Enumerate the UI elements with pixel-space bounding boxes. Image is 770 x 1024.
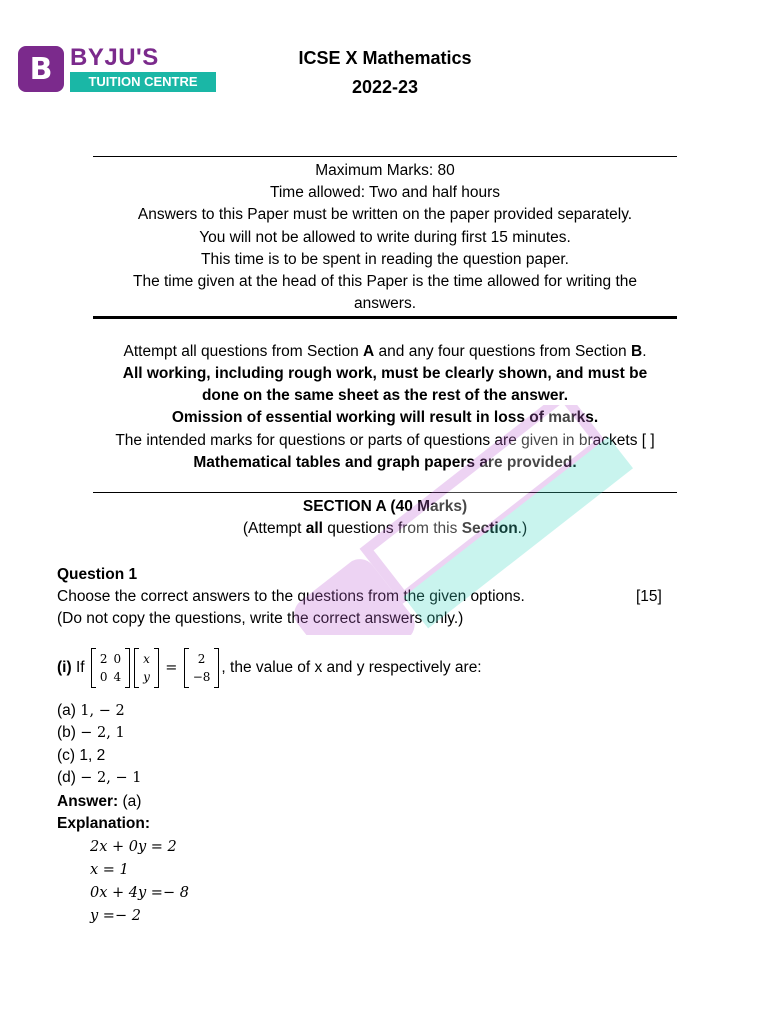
answer: Answer: (a) [57,793,142,810]
option-a: (a) 1, − 2 [57,702,125,719]
explanation-line: 2x + 0y = 2 [90,839,177,855]
section-subheading: (Attempt all questions from this Section.) [242,520,528,537]
bold-note: Omission of essential working will result in loss of marks. [171,409,599,426]
explanation-label: Explanation: [57,815,151,832]
question-marks: [15] [636,588,662,605]
instruction-line: Answers to this Paper must be written on the paper provided separately. [137,206,633,223]
logo-subtitle: TUITION CENTRE [70,72,216,92]
question-part-i: (i) If 2 0 0 4 x y = 2 −8 , the value of x and y respectively are: [57,648,482,688]
question-note: (Do not copy the questions, write the correct answers only.) [57,610,464,627]
divider-section [93,492,677,493]
matrix-b: 2 −8 [184,648,220,688]
divider-thick [93,316,677,319]
instruction-line: The time given at the head of this Paper is the time allowed for writing the [132,273,637,290]
page-year: 2022-23 [351,77,419,97]
instruction-line: You will not be allowed to write during first 15 minutes. [199,229,571,246]
explanation-line: x = 1 [90,862,129,878]
question-instruction: Choose the correct answers to the questions from the given options. [57,588,525,605]
explanation-line: y =− 2 [90,908,141,924]
question-label: Question 1 [57,566,138,583]
brackets-note: The intended marks for questions or parts of questions are given in brackets [ ] [115,432,655,449]
divider-top [93,156,677,157]
byjus-b-logo-icon: B [29,51,53,87]
section-heading: SECTION A (40 Marks) [302,498,468,515]
attempt-line: Attempt all questions from Section A and any four questions from Section B. [123,343,647,360]
matrix-a: 2 0 0 4 [91,648,130,688]
bold-note: done on the same sheet as the rest of the answer. [201,387,569,404]
explanation-line: 0x + 4y =− 8 [90,885,189,901]
matrix-x: x y [134,648,159,688]
page-title: ICSE X Mathematics [298,48,472,68]
instruction-line: answers. [353,295,417,312]
bold-note: All working, including rough work, must be clearly shown, and must be [122,365,648,382]
tables-note: Mathematical tables and graph papers are provided. [193,454,577,471]
instruction-line: Time allowed: Two and half hours [269,184,501,201]
part-label: (i) [57,659,72,677]
instruction-line: This time is to be spent in reading the question paper. [201,251,569,268]
equals-sign: = [165,660,178,677]
option-b: (b) − 2, 1 [57,724,125,741]
option-d: (d) − 2, − 1 [57,769,142,786]
instruction-line: Maximum Marks: 80 [315,162,455,179]
logo-brand: BYJU'S [70,44,159,71]
option-c: (c) 1, 2 [57,747,106,764]
